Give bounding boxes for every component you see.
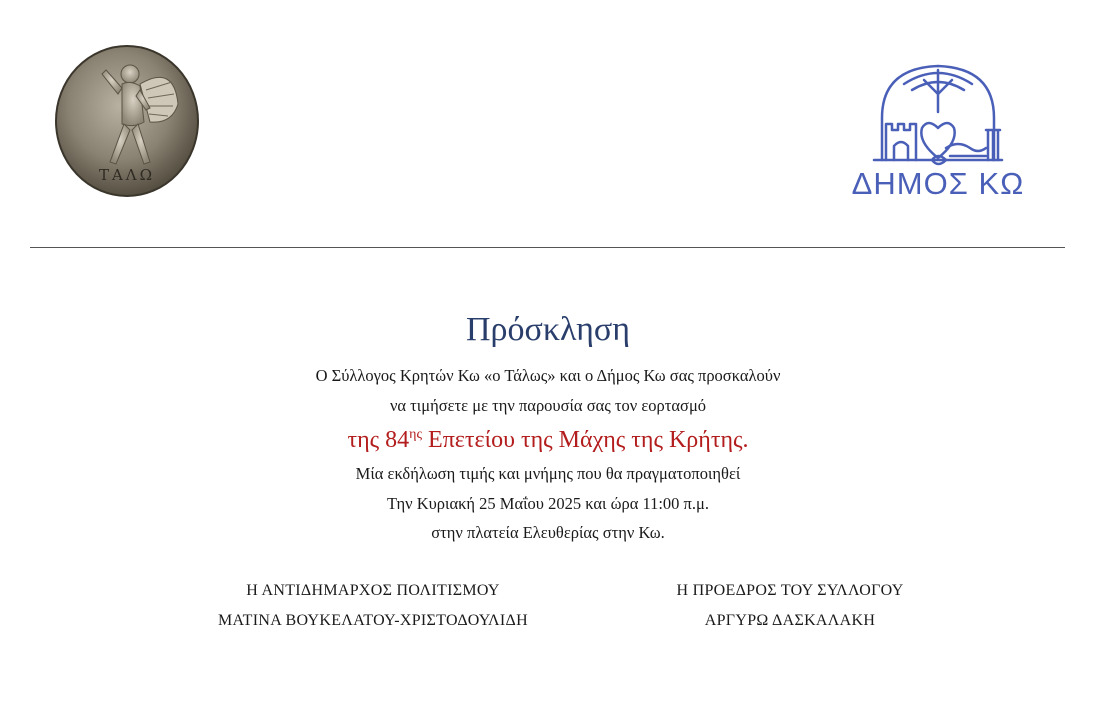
highlight-pre: της 84 — [347, 427, 410, 453]
left-signatory-name: ΜΑΤΙΝΑ ΒΟΥΚΕΛΑΤΟΥ-ΧΡΙΣΤΟΔΟΥΛΙΔΗ — [218, 612, 528, 629]
right-signatory-role: Η ΠΡΟΕΔΡΟΣ ΤΟΥ ΣΥΛΛΟΓΟΥ — [676, 582, 904, 599]
invitation-line-2: να τιμήσετε με την παρουσία σας τον εορτασμό — [389, 396, 707, 415]
invitation-line-3: Μία εκδήλωση τιμής και μνήμης που θα πραγματοποιηθεί — [355, 464, 741, 483]
right-signatory-name: ΑΡΓΥΡΩ ΔΑΣΚΑΛΑΚΗ — [704, 612, 876, 629]
anniversary-highlight — [0, 427, 1096, 454]
highlight-ordinal: ης — [409, 427, 423, 442]
invitation-date-line: Την Κυριακή 25 Μαΐου 2025 και ώρα 11:00 π.μ. — [387, 494, 709, 513]
invitation-location-line: στην πλατεία Ελευθερίας στην Κω. — [431, 523, 665, 542]
talos-coin-image — [54, 44, 200, 198]
left-signatory-role: Η ΑΝΤΙΔΗΜΑΡΧΟΣ ΠΟΛΙΤΙΣΜΟΥ — [246, 582, 500, 599]
header-divider — [30, 247, 1065, 248]
municipality-name: ΔΗΜΟΣ ΚΩ — [851, 166, 1025, 201]
coin-inscription: ΤΑΛΩ — [98, 166, 156, 184]
invitation-title: Πρόσκληση — [465, 311, 631, 348]
invitation-line-1: Ο Σύλλογος Κρητών Κω «ο Τάλως» και ο Δήμος Κω σας προσκαλούν — [315, 366, 781, 385]
highlight-post: Επετείου της Μάχης της Κρήτης. — [422, 427, 749, 453]
